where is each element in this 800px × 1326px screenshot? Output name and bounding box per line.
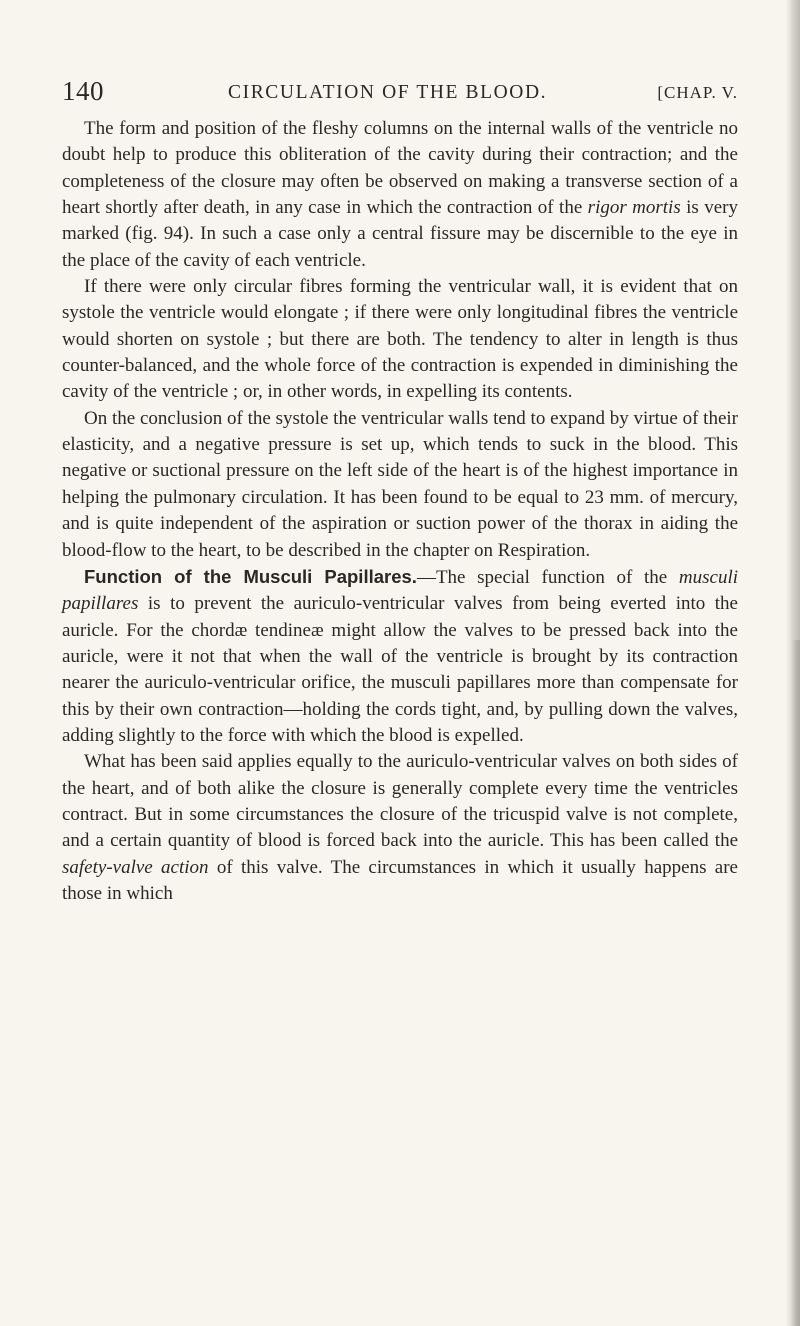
text-run: is very marked (fig. 94). In such a case only a central fissure may be discernible to the eye in the place of the cavity of each ventricle. [62,197,738,271]
text-run: What has been said applies equally to the auriculo-ventricular valves on both sides of the heart, and of both alike the closure is generally complete every time the ventricles contract. But in some circumstances the closure of the tricuspid valve is not complete, and a certain quantity of blood is forced back into the auricle. This has been called the [62,751,738,852]
paragraph-safety-valve [62,749,738,907]
chapter-mark: [CHAP. V. [657,83,738,102]
running-head: CIRCULATION OF THE BLOOD. [228,82,548,103]
paragraph-negative-pressure: On the conclusion of the systole the ventricular walls tend to expand by virtue of their elasticity, and a negative pressure is set up, which tends to suck in the blood. This negative or suctional pressure on the left side of the heart is of the highest importance in helping the pulmonary circulation. It has been found to be equal to 23 mm. of mercury, and is quite independent of the aspiration or suction power of the thorax in aiding the blood-flow to the heart, to be described in the chapter on Respiration. [62,407,738,561]
paragraph-musculi-papillares [62,564,738,749]
text-run: —The special function of the [416,566,679,588]
page-edge-shadow-lower [792,640,800,1326]
italic-term: rigor mortis [587,197,681,219]
page-number: 140 [62,76,104,106]
page-header [62,78,738,110]
text-run: of this valve. The circumstances in which it usually happens are those in which [62,856,738,904]
italic-term: musculi papillares [62,566,738,615]
body-text [62,116,738,907]
text-run: The form and position of the fleshy columns on the internal walls of the ventricle no doubt help to produce this obliteration of the cavity during their contraction; and the completeness of the closure may often be observed on making a transverse section of a heart shortly after death, in any case in which the contraction of the [62,118,738,219]
italic-term: safety-valve action [62,856,209,878]
section-heading: Function of the Musculi Papillares. [84,565,417,587]
text-run: is to prevent the auriculo-ventricular valves from being everted into the auricle. For the chordæ tendineæ might allow the valves to be pressed back into the auricle, were it not that when the wall of the ventricle is brought by its contraction nearer the auriculo-ventricular orifice, the musculi papillares more than compensate for this by their own contraction—holding the cords tight, and, by pulling down the valves, adding slightly to the force with which the blood is expelled. [62,593,738,746]
paragraph-fibres: If there were only circular fibres forming the ventricular wall, it is evident that on systole the ventricle would elongate ; if there were only longitudinal fibres the ventricle would shorten on systole ; but there are both. The tendency to alter in length is thus counter-balanced, and the whole force of the contraction is expended in diminishing the cavity of the ventricle ; or, in other words, in expelling its contents. [62,276,738,403]
paragraph-fleshy-columns [62,116,738,274]
